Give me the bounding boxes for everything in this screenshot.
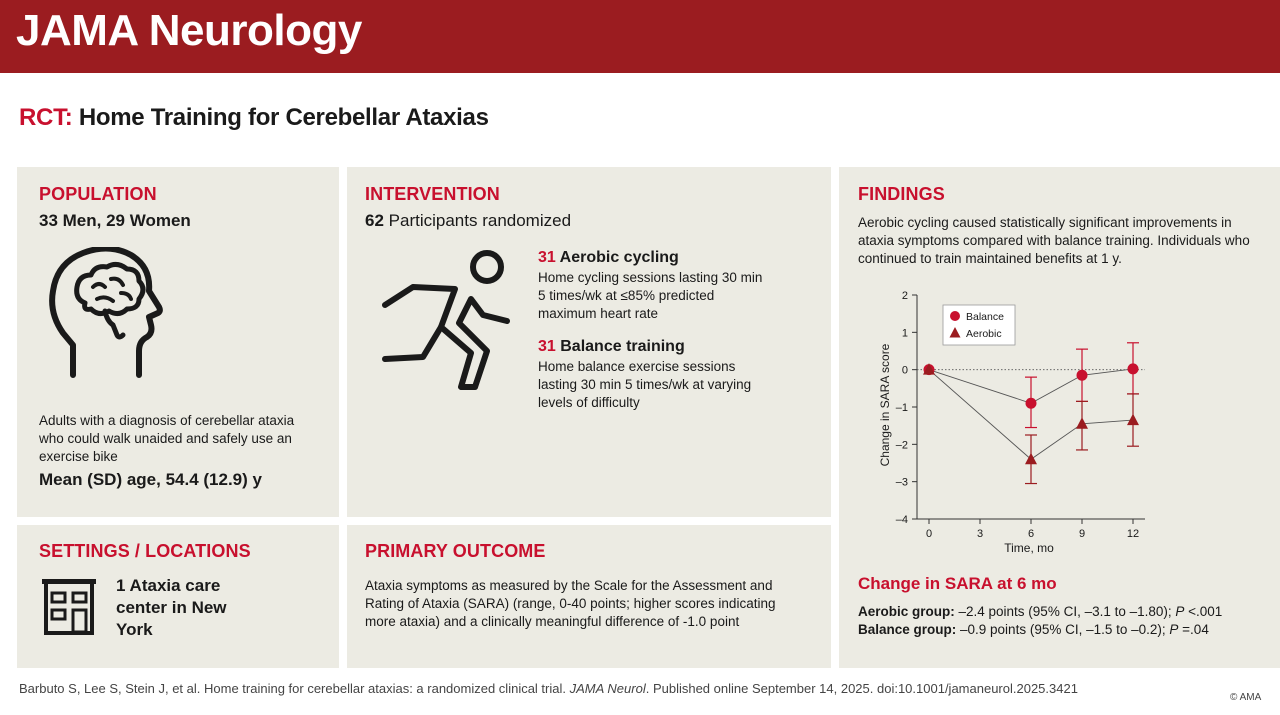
balance-point (1026, 398, 1037, 409)
arm-aerobic-title (538, 249, 679, 267)
intervention-panel (347, 167, 831, 517)
population-age: Mean (SD) age, 54.4 (12.9) y (39, 470, 262, 489)
y-tick-label: –1 (895, 402, 908, 414)
population-description: Adults with a diagnosis of cerebellar ataxia who could walk unaided and safely use an exercise bike (39, 413, 295, 464)
balance-point (1077, 370, 1088, 381)
balance-point (1128, 363, 1139, 374)
x-tick-label: 0 (925, 528, 933, 540)
randomized-number: 62 (365, 211, 384, 230)
y-tick-label: 2 (901, 290, 908, 302)
arm-balance-description: Home balance exercise sessions lasting 30 min 5 times/wk at varying levels of difficulty (538, 359, 752, 410)
population-panel (17, 167, 339, 517)
arm-balance-number: 31 (538, 338, 556, 355)
running-person-icon (375, 247, 515, 393)
aerobic-point (1025, 453, 1037, 465)
legend-balance-label: Balance (966, 311, 1004, 323)
settings-heading: SETTINGS / LOCATIONS (39, 541, 251, 561)
arm-balance-title (538, 338, 685, 356)
citation-after: . Published online September 14, 2025. doi:10.1001/jamaneurol.2025.3421 (645, 681, 1078, 696)
head-with-brain-icon (35, 247, 175, 379)
result-balance-group: Balance group: (858, 622, 957, 637)
legend-balance-marker (950, 311, 960, 321)
arm-aerobic-number: 31 (538, 249, 556, 266)
arm-aerobic-name: Aerobic cycling (559, 249, 679, 266)
y-tick-label: 1 (901, 327, 908, 340)
result-balance-p-value: =.04 (1178, 622, 1209, 637)
change-heading: Change in SARA at 6 mo (858, 574, 1057, 593)
result-aerobic-detail: –2.4 points (95% CI, –3.1 to –1.80); (954, 604, 1176, 619)
x-tick-label: 12 (1126, 528, 1140, 540)
y-tick-label: 0 (901, 364, 908, 377)
result-aerobic-p-value: <.001 (1184, 604, 1223, 619)
page-title (19, 104, 489, 132)
result-balance-p-label: P (1169, 622, 1179, 637)
result-aerobic-group: Aerobic group: (858, 604, 955, 619)
citation-before: Barbuto S, Lee S, Stein J, et al. Home training for cerebellar ataxias: a randomized clinical trial. (19, 681, 570, 696)
copyright: © AMA (1230, 692, 1262, 703)
intervention-heading: INTERVENTION (365, 184, 500, 204)
result-balance-detail: –0.9 points (95% CI, –1.5 to –0.2); (956, 622, 1170, 637)
primary-outcome-text: Ataxia symptoms as measured by the Scale for the Assessment and Rating of Ataxia (SARA) (range, 0-40 points; higher scores indicating more ataxia) and a clinically meaningful difference of -1.0 point (365, 578, 776, 629)
citation-journal: JAMA Neurol (569, 681, 646, 696)
aerobic-point (1127, 414, 1139, 426)
population-heading: POPULATION (39, 184, 157, 204)
arm-aerobic-description: Home cycling sessions lasting 30 min 5 times/wk at ≤85% predicted maximum heart rate (538, 270, 763, 321)
population-counts: 33 Men, 29 Women (39, 211, 191, 230)
y-tick-label: –3 (895, 476, 908, 489)
result-aerobic-p-label: P (1175, 604, 1185, 619)
randomized-line (365, 211, 571, 231)
settings-text: 1 Ataxia care center in New York (116, 576, 227, 639)
findings-panel (839, 167, 1280, 668)
x-axis-label: Time, mo (1004, 541, 1054, 555)
primary-outcome-heading: PRIMARY OUTCOME (365, 541, 546, 561)
journal-name: JAMA Neurology (16, 6, 362, 55)
title-text: Home Training for Cerebellar Ataxias (78, 104, 489, 131)
arm-balance-name: Balance training (560, 338, 685, 355)
journal-header (0, 0, 1280, 73)
y-tick-label: –4 (895, 514, 908, 526)
y-tick-label: –2 (895, 439, 908, 452)
x-tick-label: 6 (1027, 528, 1035, 540)
x-tick-label: 9 (1078, 528, 1086, 540)
primary-outcome-panel (347, 525, 831, 668)
randomized-text: Participants randomized (388, 211, 572, 230)
x-tick-label: 3 (976, 528, 984, 540)
sara-change-chart (869, 285, 1169, 560)
settings-panel (17, 525, 339, 668)
citation (19, 681, 1078, 696)
result-balance (858, 621, 1209, 639)
building-icon (38, 575, 100, 637)
legend-aerobic-label: Aerobic (966, 328, 1002, 340)
title-prefix: RCT: (19, 104, 73, 131)
findings-heading: FINDINGS (858, 184, 945, 204)
findings-text: Aerobic cycling caused statistically significant improvements in ataxia symptoms compared with balance training. Individuals who continued to train maintained benefits at 1 y. (858, 215, 1250, 266)
result-aerobic (858, 603, 1222, 621)
y-axis-label: Change in SARA score (878, 343, 892, 467)
